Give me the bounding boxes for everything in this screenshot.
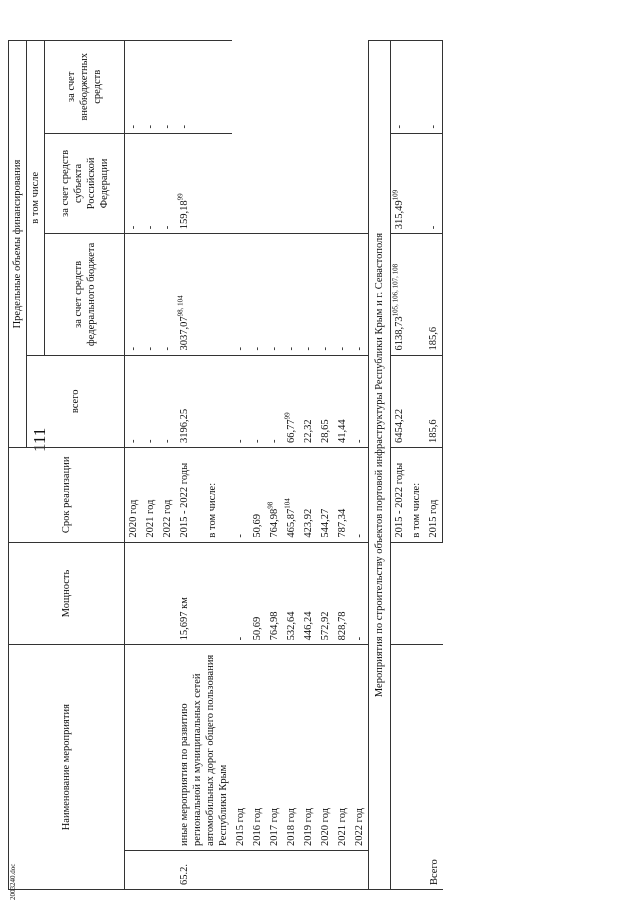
cell-period: 2015 - 2022 годы <box>391 448 409 543</box>
cell-federal: - <box>159 234 176 355</box>
cell-extra: - <box>334 234 351 355</box>
table-row <box>317 41 334 890</box>
header-limits: Предельные объемы финансирования <box>9 41 27 448</box>
cell-period: 2016 год <box>249 645 266 851</box>
table-row <box>159 41 176 890</box>
cell-federal: 787,34 <box>334 448 351 543</box>
incl-label: в том числе: <box>408 448 425 543</box>
header-extrabudget: за счет внебюджетных средств <box>45 41 125 134</box>
header-name: Наименование мероприятия <box>9 645 125 890</box>
cell-period: 2020 год <box>317 645 334 851</box>
cell-extra: - <box>232 234 249 355</box>
item-number: 65.2. <box>176 850 204 889</box>
section-row <box>369 41 391 890</box>
cell-total: - <box>232 542 249 645</box>
cell-federal: 6138,73$^{105, 106, 107, 108}$ <box>391 234 409 355</box>
cell-federal: 423,92 <box>300 448 317 543</box>
cell-federal: - <box>142 234 159 355</box>
table-row <box>283 41 300 890</box>
cell-period: 2018 год <box>283 645 300 851</box>
cell-period: 2022 год <box>351 645 369 851</box>
cell-federal: 764,98$^{98}$ <box>266 448 283 543</box>
table-row <box>142 41 159 890</box>
financing-table <box>8 40 443 890</box>
cell-total: - <box>351 542 369 645</box>
cell-subject: - <box>266 355 283 448</box>
cell-subject: - <box>351 355 369 448</box>
cell-subject: 315,49$^{109}$ <box>391 133 409 234</box>
table-row <box>351 41 369 890</box>
cell-total: 185,6 <box>425 355 443 448</box>
cell-extra: - <box>176 41 204 134</box>
cell-empty <box>317 850 334 889</box>
header-federal: за счет средств федерального бюджета <box>45 234 125 355</box>
rotated-page-content <box>8 10 638 890</box>
table-row <box>125 41 143 890</box>
header-total: всего <box>27 355 125 448</box>
cell-federal: 465,87$^{104}$ <box>283 448 300 543</box>
table-row <box>334 41 351 890</box>
table-row-65-2 <box>176 41 204 890</box>
cell-period: 2015 год <box>232 645 249 851</box>
cell-period: 2019 год <box>300 645 317 851</box>
cell-extra: - <box>300 234 317 355</box>
cell-total: 446,24 <box>300 542 317 645</box>
cell-empty <box>249 850 266 889</box>
header-capacity: Мощность <box>9 542 125 645</box>
cell-extra: - <box>142 41 159 134</box>
section-title: Мероприятия по строительству объектов портовой инфраструктуры Республики Крым и г. Севастополя <box>369 41 391 890</box>
cell-total: 6454,22 <box>391 355 409 448</box>
table-body <box>125 41 233 890</box>
cell-period: 2022 год <box>159 448 176 543</box>
cell-federal: - <box>351 448 369 543</box>
cell-subject: 159,18$^{99}$ <box>176 133 204 234</box>
cell-federal: - <box>125 234 143 355</box>
page-number: 111 <box>30 427 49 452</box>
cell-period: 2015 - 2022 годы <box>176 448 204 543</box>
cell-total: 3196,25 <box>176 355 204 448</box>
cell-empty <box>351 850 369 889</box>
cell-total: - <box>142 355 159 448</box>
cell-total: 572,92 <box>317 542 334 645</box>
cell-extra: - <box>266 234 283 355</box>
cell-empty <box>283 850 300 889</box>
table-row <box>249 41 266 890</box>
cell-subject: - <box>249 355 266 448</box>
cell-extra: - <box>425 41 443 134</box>
cell-period: 2020 год <box>125 448 143 543</box>
cell-subject: 22,32 <box>300 355 317 448</box>
cell-total: 532,64 <box>283 542 300 645</box>
cell-empty <box>334 850 351 889</box>
table-row <box>266 41 283 890</box>
cell-total: - <box>159 355 176 448</box>
cell-extra: - <box>249 234 266 355</box>
cell-extra: - <box>317 234 334 355</box>
incl-label: в том числе: <box>204 448 232 543</box>
cell-subject: - <box>142 133 159 234</box>
cell-federal: 3037,07$^{98, 104}$ <box>176 234 204 355</box>
cell-extra: - <box>125 41 143 134</box>
cell-period: 2017 год <box>266 645 283 851</box>
cell-period: 2021 год <box>334 645 351 851</box>
cell-federal: 544,27 <box>317 448 334 543</box>
header-incl: в том числе <box>27 41 45 356</box>
cell-total: - <box>125 355 143 448</box>
cell-federal: 185,6 <box>425 234 443 355</box>
cell-empty <box>300 850 317 889</box>
cell-subject: - <box>232 355 249 448</box>
cell-subject: 66,77$^{99}$ <box>283 355 300 448</box>
cell-extra: - <box>283 234 300 355</box>
table-header <box>9 41 125 890</box>
cell-period: 2015 год <box>425 448 443 543</box>
cell-total: 764,98 <box>266 542 283 645</box>
total-row <box>391 41 409 890</box>
cell-subject: 41,44 <box>334 355 351 448</box>
cell-empty <box>232 850 249 889</box>
item-capacity: 15,697 км <box>176 542 232 645</box>
cell-federal: - <box>232 448 249 543</box>
cell-total: 50,69 <box>249 542 266 645</box>
table-row <box>300 41 317 890</box>
cell-subject: - <box>159 133 176 234</box>
cell-subject: - <box>425 133 443 234</box>
cell-extra: - <box>159 41 176 134</box>
header-period: Срок реализации <box>9 448 125 543</box>
total-label: Всего <box>391 645 443 890</box>
cell-subject: 28,65 <box>317 355 334 448</box>
cell-empty <box>266 850 283 889</box>
cell-extra: - <box>391 41 409 134</box>
cell-subject: - <box>125 133 143 234</box>
cell-extra: - <box>351 234 369 355</box>
table-row <box>232 41 249 890</box>
item-name: иные мероприятия по развитию региональной и муниципальных сетей автомобильных дорог общего пользования Республики Крым <box>176 645 232 851</box>
cell-total: 828,78 <box>334 542 351 645</box>
footer-code: 2003240.doc <box>9 863 17 900</box>
section-body <box>369 41 443 890</box>
years-body <box>232 41 369 890</box>
cell-federal: 50,69 <box>249 448 266 543</box>
cell-period: 2021 год <box>142 448 159 543</box>
header-subject: за счет средств субъекта Российской Федерации <box>45 133 125 234</box>
